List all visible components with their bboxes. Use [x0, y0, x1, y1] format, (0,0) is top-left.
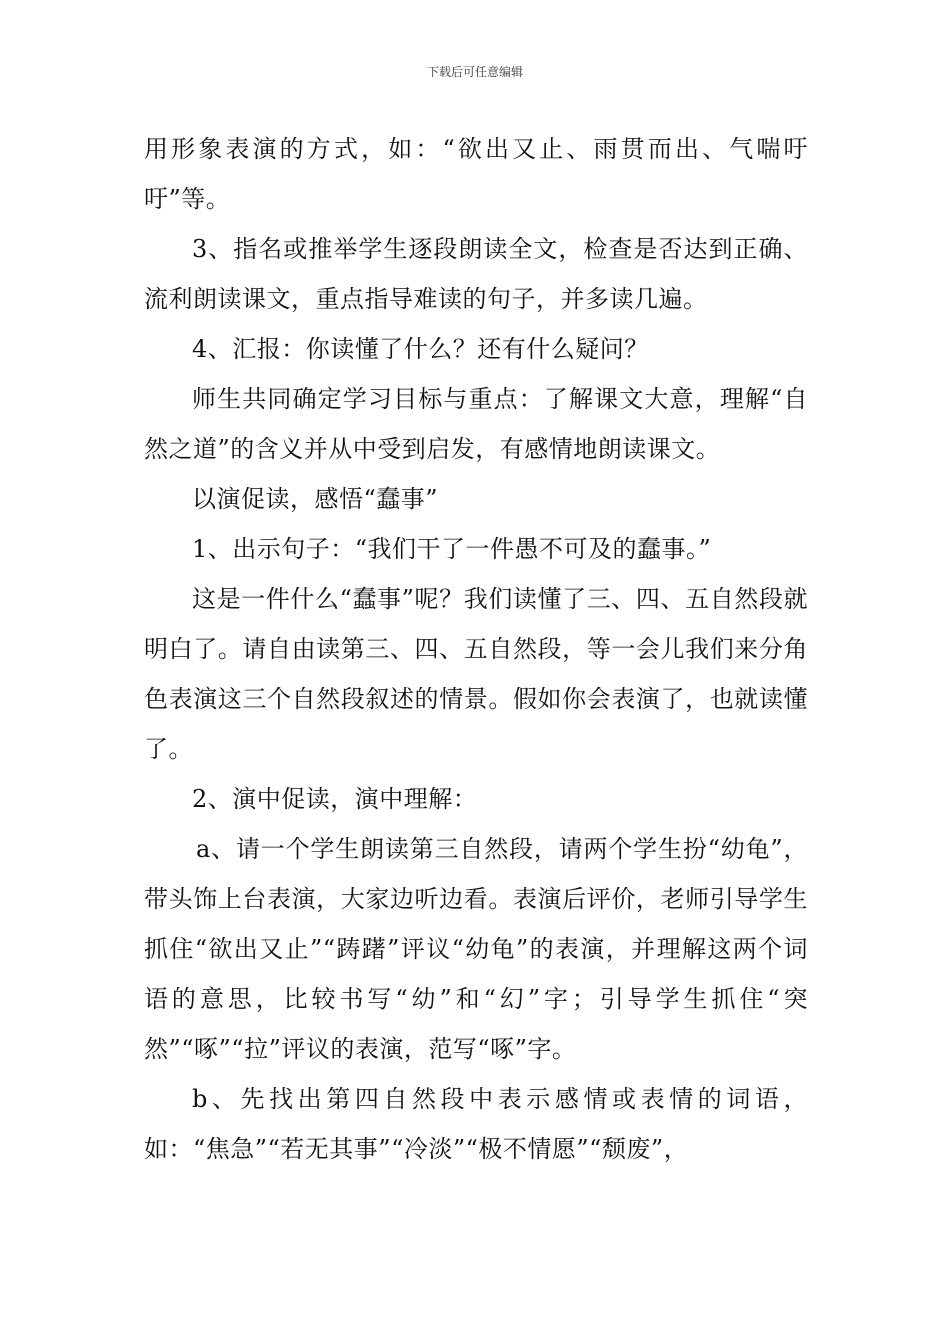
paragraph-step-4: 4、汇报：你读懂了什么？还有什么疑问？	[192, 335, 649, 363]
document-body	[144, 124, 808, 1174]
page-header: 下载后可任意编辑	[426, 65, 523, 79]
paragraph-sentence-1: 1、出示句子：“我们干了一件愚不可及的蠢事。”	[192, 535, 712, 563]
paragraph-learning-goals: 师生共同确定学习目标与重点：了解课文大意，理解“自然之道”的含义并从中受到启发，有感情地朗读课文。	[144, 385, 808, 463]
paragraph-item-b: b、先找出第四自然段中表示感情或表情的词语，如：“焦急”“若无其事”“冷淡”“极不情愿”“颓废”，	[144, 1085, 808, 1163]
paragraph-what-foolish-thing: 这是一件什么“蠢事”呢？我们读懂了三、四、五自然段就明白了。请自由读第三、四、五自然段，等一会儿我们来分角色表演这三个自然段叙述的情景。假如你会表演了，也就读懂了。	[144, 585, 808, 763]
section-heading: 以演促读，感悟“蠢事”	[192, 485, 439, 513]
paragraph-step-2: 2、演中促读，演中理解：	[192, 785, 478, 813]
paragraph-item-a: a、请一个学生朗读第三自然段，请两个学生扮“幼龟”，带头饰上台表演，大家边听边看。表演后评价，老师引导学生抓住“欲出又止”“踌躇”评议“幼龟”的表演，并理解这两个词语的意思，比较书写“幼”和“幻”字；引导学生抓住“突然”“啄”“拉”评议的表演，范写“啄”字。	[144, 835, 808, 1063]
paragraph-performance-method: 用形象表演的方式，如：“欲出又止、雨贯而出、气喘吁吁”等。	[144, 135, 808, 213]
paragraph-step-3: 3、指名或推举学生逐段朗读全文，检查是否达到正确、流利朗读课文，重点指导难读的句子，并多读几遍。	[144, 235, 808, 313]
